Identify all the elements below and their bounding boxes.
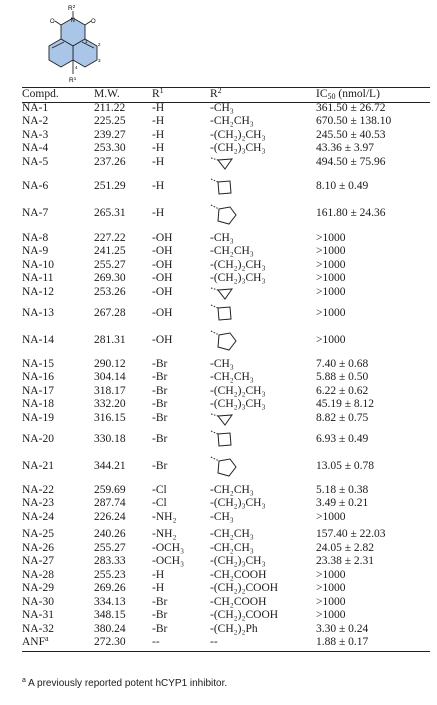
- cell-mw: 251.29: [94, 180, 126, 193]
- cell-ic50: 13.05 ± 0.78: [316, 459, 375, 472]
- cell-r2: -CH₂CH₃: [210, 541, 254, 554]
- cell-compd: NA-12: [22, 285, 54, 298]
- cell-r2: -(CH₂)₂COOH: [210, 609, 279, 622]
- table-bottom-rule: [22, 651, 430, 652]
- cell-compd: NA-1: [22, 101, 49, 114]
- table-row: [22, 596, 430, 610]
- cell-compd: NA-8: [22, 231, 49, 244]
- cell-r1: -NH₂: [152, 510, 177, 523]
- structure-o-right: O: [91, 19, 96, 25]
- cell-mw: 240.26: [94, 528, 126, 541]
- header-row: [22, 88, 430, 102]
- cell-mw: 241.25: [94, 245, 126, 258]
- table-row: [22, 524, 430, 542]
- table-row: [22, 542, 430, 556]
- cell-r1: -Cl: [152, 497, 167, 510]
- table-row: [22, 623, 430, 637]
- cell-ic50: >1000: [316, 333, 346, 346]
- cell-mw: 304.14: [94, 371, 126, 384]
- cell-mw: 344.21: [94, 459, 126, 472]
- cell-r2: -CH₃: [210, 510, 234, 523]
- cell-ic50: >1000: [316, 609, 346, 622]
- cell-r1: -Br: [152, 371, 168, 384]
- cell-r1: -Br: [152, 357, 168, 370]
- cell-ic50: >1000: [316, 568, 346, 581]
- cell-ic50: 43.36 ± 3.97: [316, 142, 375, 154]
- cyclopentyl-icon: [210, 455, 238, 477]
- structure-pos4: 4: [75, 65, 78, 70]
- cell-r1: -OH: [152, 258, 173, 271]
- cell-r1: -Br: [152, 412, 168, 425]
- cell-mw: 332.20: [94, 398, 126, 411]
- cell-ic50: 3.30 ± 0.24: [316, 622, 369, 635]
- table-row: [22, 453, 430, 480]
- cell-r1: -OH: [152, 306, 173, 319]
- table-row: [22, 201, 430, 228]
- cell-r2: -(CH₂)₃CH₃: [210, 555, 266, 568]
- cell-r1: -H: [152, 568, 165, 581]
- cell-ic50: 5.88 ± 0.50: [316, 371, 369, 384]
- cell-compd: NA-20: [22, 432, 54, 445]
- cell-ic50: 494.50 ± 75.96: [316, 155, 386, 168]
- structure-r1: $R^1$: [69, 76, 77, 84]
- cell-r1: -H: [152, 142, 165, 154]
- table-row: [22, 354, 430, 372]
- cell-compd: NA-15: [22, 357, 54, 370]
- cell-r1: -Br: [152, 595, 168, 608]
- table-row: [22, 170, 430, 201]
- cell-r2: -CH₂CH₃: [210, 483, 254, 496]
- cell-r1: -Br: [152, 432, 168, 445]
- cyclopentyl-icon: [210, 329, 238, 351]
- cell-compd: NA-19: [22, 412, 54, 425]
- cell-mw: 253.30: [94, 142, 126, 154]
- cell-r1: --: [152, 636, 160, 649]
- cell-r2: [210, 286, 316, 300]
- cell-ic50: 23.38 ± 2.31: [316, 555, 375, 568]
- cyclopentyl-icon: [210, 203, 238, 225]
- cell-r2: [210, 426, 316, 453]
- cell-compd: NA-23: [22, 497, 54, 510]
- table-row: [22, 636, 430, 650]
- cell-r1: -OH: [152, 231, 173, 244]
- cell-ic50: 3.49 ± 0.21: [316, 497, 369, 510]
- structure-n: N: [70, 18, 75, 24]
- table-row: [22, 327, 430, 354]
- cell-r1: -OH: [152, 285, 173, 298]
- cell-r1: -H: [152, 207, 165, 220]
- cell-mw: 227.22: [94, 231, 126, 244]
- cell-r1: -H: [152, 582, 165, 595]
- cell-ic50: >1000: [316, 285, 346, 298]
- cell-compd: NA-13: [22, 306, 54, 319]
- cell-r2: -CH₃: [210, 231, 234, 244]
- cell-mw: 380.24: [94, 622, 126, 635]
- cell-mw: 267.28: [94, 306, 126, 319]
- cell-compd: ANF$^a$: [22, 634, 49, 649]
- cell-mw: 259.69: [94, 483, 126, 496]
- cell-r1: -H: [152, 180, 165, 193]
- cell-r2: -CH₂CH₃: [210, 245, 254, 258]
- cell-r1: -OCH₃: [152, 555, 185, 568]
- cyclobutyl-icon: [210, 303, 236, 323]
- table-row: [22, 228, 430, 246]
- cell-ic50: >1000: [316, 272, 346, 285]
- footnote-text: A previously reported potent hCYP1 inhibitor.: [28, 678, 228, 689]
- cell-ic50: >1000: [316, 595, 346, 608]
- cell-mw: 290.12: [94, 357, 126, 370]
- cell-ic50: 24.05 ± 2.82: [316, 541, 375, 554]
- header-r2: $R^2$: [210, 86, 222, 100]
- cell-compd: NA-11: [22, 272, 54, 285]
- cell-mw: 255.27: [94, 258, 126, 271]
- table-row: [22, 129, 430, 143]
- cell-ic50: >1000: [316, 258, 346, 271]
- cell-mw: 330.18: [94, 432, 126, 445]
- cell-mw: 255.23: [94, 568, 126, 581]
- cell-compd: NA-22: [22, 483, 54, 496]
- cell-ic50: 1.88 ± 0.17: [316, 636, 369, 649]
- cell-ic50: 8.10 ± 0.49: [316, 180, 369, 193]
- header-compd: Compd.: [22, 88, 59, 100]
- cell-r2: [210, 170, 316, 201]
- cell-r1: -OH: [152, 333, 173, 346]
- cell-compd: NA-28: [22, 568, 54, 581]
- cell-r1: -Br: [152, 609, 168, 622]
- cyclopropyl-icon: [210, 286, 236, 300]
- cell-compd: NA-31: [22, 609, 54, 622]
- table-row: [22, 497, 430, 511]
- cell-mw: 211.22: [94, 101, 126, 114]
- header-ic50: $IC_{50}$ (nmol/L): [316, 88, 380, 101]
- cell-mw: 269.26: [94, 582, 126, 595]
- cell-r2: -CH₂CH₃: [210, 528, 254, 541]
- table-row: [22, 426, 430, 453]
- header-r1: $R^1$: [152, 86, 164, 100]
- footnote-mark: a: [22, 677, 26, 684]
- cell-compd: NA-3: [22, 128, 49, 141]
- cell-r1: -Br: [152, 459, 168, 472]
- cell-ic50: >1000: [316, 245, 346, 258]
- table-row: [22, 569, 430, 583]
- cell-compd: NA-6: [22, 180, 49, 193]
- cell-mw: 226.24: [94, 510, 126, 523]
- cell-r1: -Br: [152, 398, 168, 411]
- cell-ic50: 161.80 ± 24.36: [316, 207, 386, 220]
- table-row: [22, 142, 430, 156]
- cell-compd: NA-10: [22, 258, 54, 271]
- cell-mw: 348.15: [94, 609, 126, 622]
- structure-o-left: O: [50, 19, 55, 25]
- cyclopropyl-icon: [210, 412, 236, 426]
- cell-ic50: 670.50 ± 138.10: [316, 115, 392, 127]
- cell-ic50: 8.82 ± 0.75: [316, 412, 369, 425]
- cell-compd: NA-18: [22, 398, 54, 411]
- cell-ic50: 6.93 ± 0.49: [316, 432, 369, 445]
- cell-compd: NA-24: [22, 510, 54, 523]
- cell-r2: -CH₂COOH: [210, 595, 267, 608]
- cell-compd: NA-17: [22, 384, 54, 397]
- cell-r2: [210, 201, 316, 228]
- cell-r2: -(CH₂)₃CH₃: [210, 497, 266, 510]
- cell-r1: -H: [152, 115, 165, 127]
- table-row: [22, 555, 430, 569]
- cell-r2: -(CH₂)₃CH₃: [210, 142, 266, 154]
- cell-r2: -(CH₂)₃CH₃: [210, 272, 266, 285]
- structure-r2: $R^2$: [68, 4, 76, 12]
- cell-r2: -CH₂CH₃: [210, 371, 254, 384]
- header-mw: M.W.: [94, 88, 120, 100]
- cell-r1: -Cl: [152, 483, 167, 496]
- cell-r2: [210, 453, 316, 480]
- footnote: [22, 678, 227, 689]
- cell-ic50: 6.22 ± 0.62: [316, 384, 369, 397]
- cell-ic50: 45.19 ± 8.12: [316, 398, 375, 411]
- cell-r2: -CH₂COOH: [210, 568, 267, 581]
- cell-compd: NA-25: [22, 528, 54, 541]
- cell-r2: -(CH₂)₂CH₃: [210, 384, 266, 397]
- cell-r2: -(CH₂)₂COOH: [210, 582, 279, 595]
- cell-compd: NA-2: [22, 115, 49, 127]
- cell-ic50: >1000: [316, 582, 346, 595]
- cell-ic50: 245.50 ± 40.53: [316, 128, 386, 141]
- table-row: [22, 245, 430, 259]
- cell-compd: NA-32: [22, 622, 54, 635]
- table-row: [22, 412, 430, 426]
- cell-mw: 272.30: [94, 636, 126, 649]
- cell-ic50: >1000: [316, 231, 346, 244]
- cell-compd: NA-9: [22, 245, 49, 258]
- cell-r1: -OH: [152, 245, 173, 258]
- cell-mw: 265.31: [94, 207, 126, 220]
- cell-r1: -Br: [152, 622, 168, 635]
- cell-r2: -CH₃: [210, 101, 234, 114]
- cell-ic50: >1000: [316, 510, 346, 523]
- table-row: [22, 480, 430, 498]
- cell-mw: 239.27: [94, 128, 126, 141]
- table-row: [22, 300, 430, 327]
- cell-mw: 283.33: [94, 555, 126, 568]
- cell-compd: NA-21: [22, 459, 54, 472]
- cell-mw: 253.26: [94, 285, 126, 298]
- cell-ic50: 361.50 ± 26.72: [316, 101, 386, 114]
- cell-compd: NA-4: [22, 142, 49, 154]
- table-row: [22, 156, 430, 170]
- structure-pos1: 1: [85, 39, 88, 44]
- cell-compd: NA-7: [22, 207, 49, 220]
- cell-r2: [210, 300, 316, 327]
- cell-r1: -H: [152, 101, 165, 114]
- structure-pos2: 2: [98, 42, 101, 47]
- cell-ic50: >1000: [316, 306, 346, 319]
- table-row: [22, 398, 430, 412]
- cell-r2: [210, 412, 316, 426]
- cell-mw: 318.17: [94, 384, 126, 397]
- table-row: [22, 272, 430, 286]
- compound-table: [22, 88, 430, 650]
- cell-mw: 334.13: [94, 595, 126, 608]
- cell-r1: -H: [152, 155, 165, 168]
- cell-r1: -OCH₃: [152, 541, 185, 554]
- table-row: [22, 115, 430, 129]
- cell-r2: -(CH₂)₂Ph: [210, 622, 258, 635]
- cell-r2: -(CH₂)₃CH₃: [210, 398, 266, 411]
- cell-compd: NA-26: [22, 541, 54, 554]
- cell-ic50: 157.40 ± 22.03: [316, 528, 386, 541]
- cell-compd: NA-30: [22, 595, 54, 608]
- table-row: [22, 286, 430, 300]
- cell-compd: NA-27: [22, 555, 54, 568]
- cyclopropyl-icon: [210, 156, 236, 170]
- table-row: [22, 385, 430, 399]
- naphthalimide-structure: [44, 2, 102, 86]
- cell-r1: -NH₂: [152, 528, 177, 541]
- cell-mw: 316.15: [94, 412, 126, 425]
- cell-r2: -(CH₂)₂CH₃: [210, 128, 266, 141]
- cyclobutyl-icon: [210, 429, 236, 449]
- cell-r2: -(CH₂)₂CH₃: [210, 258, 266, 271]
- table-row: [22, 582, 430, 596]
- cell-compd: NA-14: [22, 333, 54, 346]
- cell-r1: -H: [152, 128, 165, 141]
- cell-r2: -CH₃: [210, 357, 234, 370]
- cell-compd: NA-5: [22, 155, 49, 168]
- cell-ic50: 5.18 ± 0.38: [316, 483, 369, 496]
- table-row: [22, 259, 430, 273]
- cell-mw: 237.26: [94, 155, 126, 168]
- cell-r2: [210, 156, 316, 170]
- cell-mw: 287.74: [94, 497, 126, 510]
- cell-ic50: 7.40 ± 0.68: [316, 357, 369, 370]
- table-row: [22, 371, 430, 385]
- cell-mw: 269.30: [94, 272, 126, 285]
- cell-r2: --: [210, 636, 218, 649]
- table-row: [22, 609, 430, 623]
- table-row: [22, 102, 430, 116]
- table-row: [22, 511, 430, 525]
- cell-r2: [210, 327, 316, 354]
- cell-r2: -CH₂CH₃: [210, 115, 254, 127]
- cell-r1: -OH: [152, 272, 173, 285]
- cyclobutyl-icon: [210, 177, 236, 197]
- cell-mw: 225.25: [94, 115, 126, 127]
- cell-mw: 255.27: [94, 541, 126, 554]
- cell-compd: NA-16: [22, 371, 54, 384]
- cell-r1: -Br: [152, 384, 168, 397]
- cell-mw: 281.31: [94, 333, 126, 346]
- cell-compd: NA-29: [22, 582, 54, 595]
- structure-pos3: 3: [98, 58, 101, 63]
